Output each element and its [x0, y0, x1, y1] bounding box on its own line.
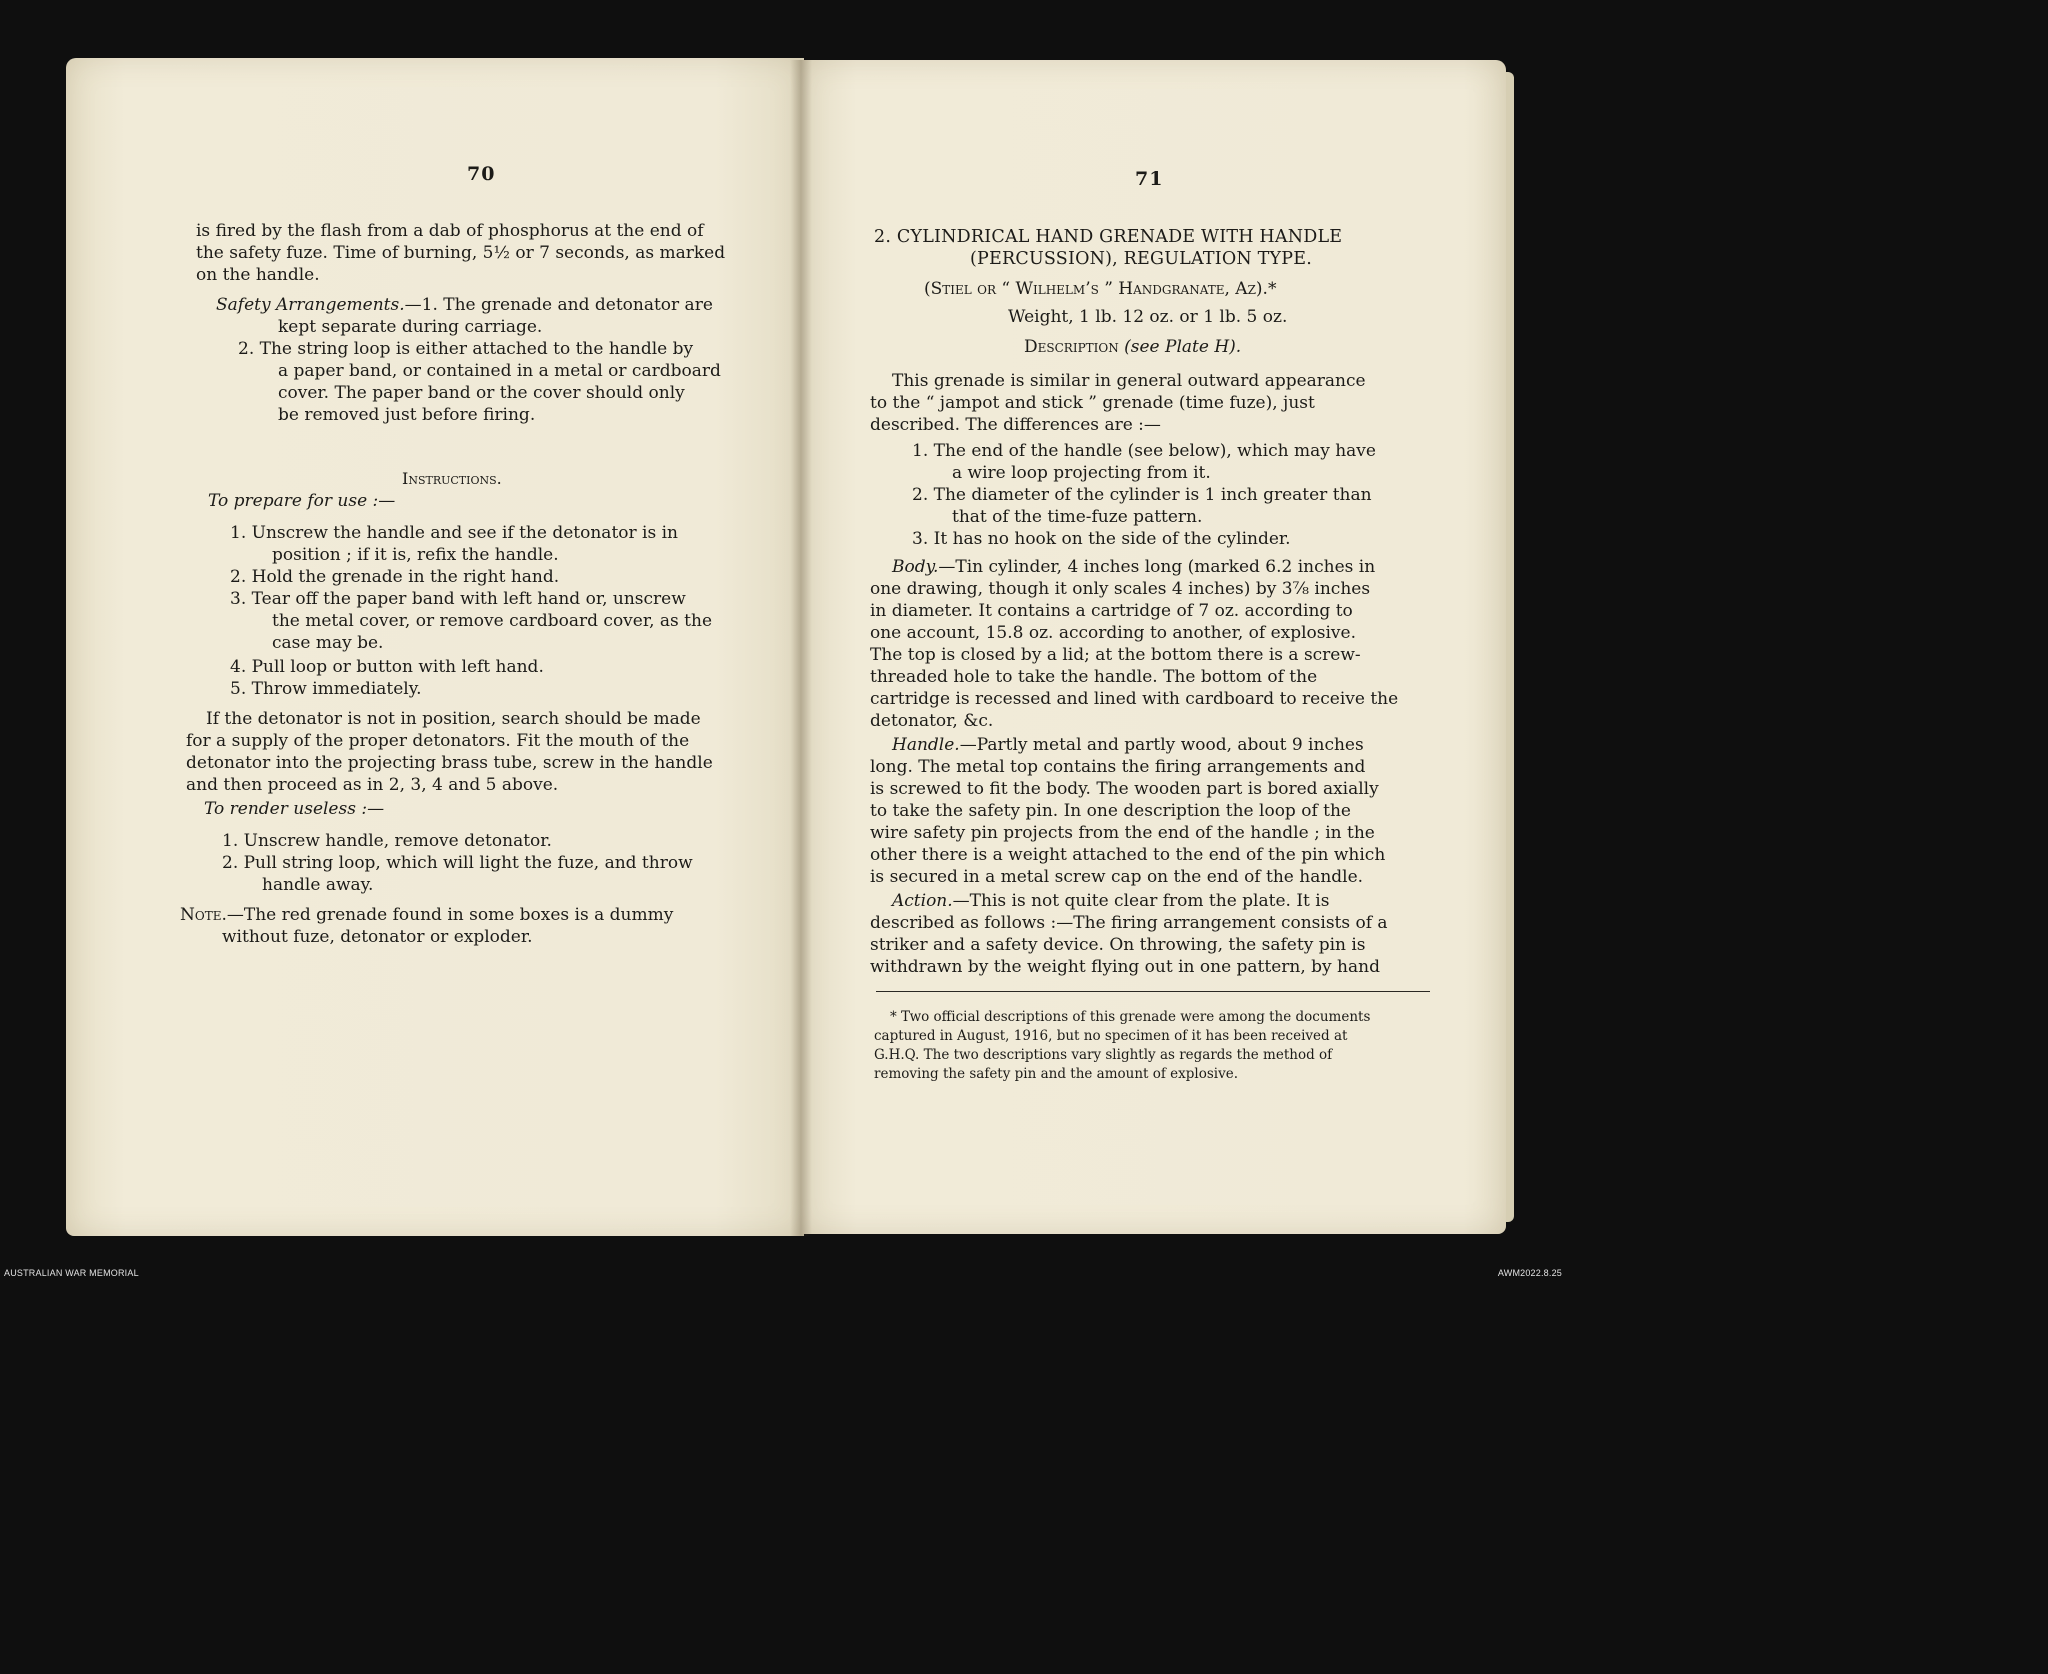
text-line: on the handle.: [196, 265, 320, 285]
text-line: for a supply of the proper detonators. Fit the mouth of the: [186, 731, 690, 751]
safety-text: —1. The grenade and detonator are: [404, 295, 713, 315]
footnote-line: removing the safety pin and the amount of explosive.: [874, 1066, 1239, 1082]
list-item: 1. The end of the handle (see below), which may have: [912, 441, 1376, 461]
list-item: 1. Unscrew the handle and see if the detonator is in: [230, 523, 678, 543]
text-line: is screwed to fit the body. The wooden part is bored axially: [870, 779, 1379, 799]
text-line: striker and a safety device. On throwing, the safety pin is: [870, 935, 1366, 955]
footnote-line: * Two official descriptions of this grenade were among the documents: [890, 1009, 1371, 1025]
list-item: 4. Pull loop or button with left hand.: [230, 657, 544, 677]
list-item: that of the time-fuze pattern.: [952, 507, 1203, 527]
text-line: is fired by the flash from a dab of phosphorus at the end of: [196, 221, 704, 241]
body-label: Body.: [892, 557, 939, 577]
safety-arrangements-line: [216, 294, 713, 316]
handle-text: —Partly metal and partly wood, about 9 inches: [959, 735, 1364, 755]
text-line: and then proceed as in 2, 3, 4 and 5 above.: [186, 775, 559, 795]
footer-credit: AUSTRALIAN WAR MEMORIAL: [4, 1268, 139, 1278]
text-line: to take the safety pin. In one description the loop of the: [870, 801, 1351, 821]
list-item: the metal cover, or remove cardboard cover, as the: [272, 611, 713, 631]
footnote-line: G.H.Q. The two descriptions vary slightly as regards the method of: [874, 1047, 1333, 1063]
note-line: [180, 904, 673, 926]
text-line: be removed just before firing.: [278, 405, 536, 425]
description-label: Description: [1024, 337, 1119, 357]
section-title: (PERCUSSION), REGULATION TYPE.: [970, 249, 1313, 269]
list-item: handle away.: [262, 875, 374, 895]
page-number-right: 71: [1135, 168, 1164, 190]
useless-heading: To render useless :—: [204, 799, 385, 819]
prepare-heading: To prepare for use :—: [208, 491, 396, 511]
text-line: detonator into the projecting brass tube, screw in the handle: [186, 753, 713, 773]
text-line: cartridge is recessed and lined with cardboard to receive the: [870, 689, 1399, 709]
list-item: 2. The diameter of the cylinder is 1 inch greater than: [912, 485, 1372, 505]
text-line: one drawing, though it only scales 4 inches) by 3⅞ inches: [870, 579, 1371, 599]
section-title: 2. CYLINDRICAL HAND GRENADE WITH HANDLE: [874, 227, 1343, 247]
instructions-heading: Instructions.: [402, 469, 502, 488]
text-line: kept separate during carriage.: [278, 317, 543, 337]
description-heading: [1024, 336, 1241, 358]
text-line: threaded hole to take the handle. The bottom of the: [870, 667, 1318, 687]
body-text: —Tin cylinder, 4 inches long (marked 6.2 inches in: [938, 557, 1376, 577]
handle-line: [892, 734, 1364, 756]
weight-line: Weight, 1 lb. 12 oz. or 1 lb. 5 oz.: [1008, 307, 1288, 327]
list-item: position ; if it is, refix the handle.: [272, 545, 559, 565]
list-item: 3. It has no hook on the side of the cylinder.: [912, 529, 1291, 549]
page-number-left: 70: [467, 163, 496, 185]
text-line: wire safety pin projects from the end of the handle ; in the: [870, 823, 1375, 843]
body-line: [892, 556, 1375, 578]
text-line: 2. The string loop is either attached to the handle by: [238, 339, 694, 359]
safety-heading: Safety Arrangements.: [216, 295, 405, 315]
list-item: 5. Throw immediately.: [230, 679, 422, 699]
list-item: 2. Hold the grenade in the right hand.: [230, 567, 560, 587]
list-item: case may be.: [272, 633, 384, 653]
text-line: the safety fuze. Time of burning, 5½ or 7 seconds, as marked: [196, 243, 726, 263]
text-line: long. The metal top contains the firing arrangements and: [870, 757, 1366, 777]
description-ref: (see Plate H).: [1124, 337, 1242, 357]
section-subtitle: (Stiel or “ Wilhelm’s ” Handgranate, Az).*: [924, 279, 1277, 299]
text-line: to the “ jampot and stick ” grenade (time fuze), just: [870, 393, 1315, 413]
footnote-line: captured in August, 1916, but no specimen of it has been received at: [874, 1028, 1348, 1044]
text-line: described as follows :—The firing arrangement consists of a: [870, 913, 1388, 933]
text-line: detonator, &c.: [870, 711, 994, 731]
text-line: cover. The paper band or the cover should only: [278, 383, 685, 403]
book-gutter: [790, 60, 812, 1236]
text-line: without fuze, detonator or exploder.: [222, 927, 533, 947]
action-text: —This is not quite clear from the plate. It is: [952, 891, 1330, 911]
text-line: is secured in a metal screw cap on the end of the handle.: [870, 867, 1364, 887]
text-line: This grenade is similar in general outward appearance: [892, 371, 1366, 391]
text-line: described. The differences are :—: [870, 415, 1161, 435]
note-label: Note.: [180, 905, 227, 925]
text-line: withdrawn by the weight flying out in one pattern, by hand: [870, 957, 1380, 977]
action-line: [892, 890, 1329, 912]
list-item: 1. Unscrew handle, remove detonator.: [222, 831, 552, 851]
action-label: Action.: [892, 891, 953, 911]
footer-reference: AWM2022.8.25: [1497, 1268, 1562, 1278]
note-text: —The red grenade found in some boxes is a dummy: [226, 905, 674, 925]
text-line: a paper band, or contained in a metal or cardboard: [278, 361, 721, 381]
text-line: The top is closed by a lid; at the bottom there is a screw-: [870, 645, 1361, 665]
footnote-divider: [876, 991, 1430, 992]
text-line: other there is a weight attached to the end of the pin which: [870, 845, 1386, 865]
handle-label: Handle.: [892, 735, 960, 755]
text-line: in diameter. It contains a cartridge of 7 oz. according to: [870, 601, 1353, 621]
list-item: a wire loop projecting from it.: [952, 463, 1211, 483]
text-line: If the detonator is not in position, search should be made: [206, 709, 701, 729]
list-item: 3. Tear off the paper band with left hand or, unscrew: [230, 589, 686, 609]
list-item: 2. Pull string loop, which will light the fuze, and throw: [222, 853, 693, 873]
text-line: one account, 15.8 oz. according to another, of explosive.: [870, 623, 1357, 643]
